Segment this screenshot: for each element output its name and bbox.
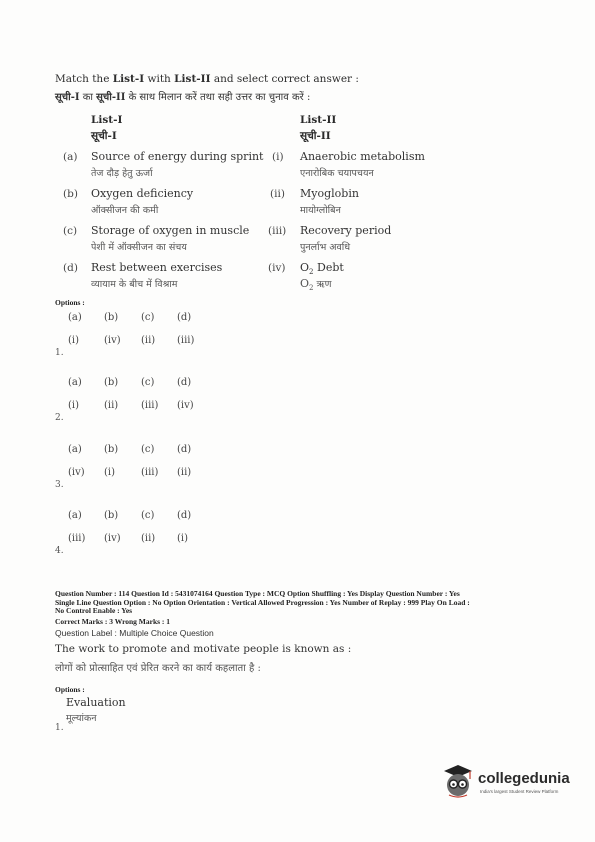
list2-item-hi: मायोग्लोबिन — [300, 205, 341, 216]
option-header-cell: (d) — [177, 444, 192, 455]
list2-item-hi — [300, 277, 332, 292]
option-value-cell: (ii) — [177, 467, 192, 478]
list2-item-en: Myoglobin — [300, 187, 359, 200]
option-header-cell: (c) — [141, 377, 155, 388]
o2-subscript-hi: 2 — [309, 283, 314, 292]
option-header-cell: (a) — [68, 377, 82, 388]
logo — [440, 762, 580, 802]
option-header-cell: (c) — [141, 444, 155, 455]
instruction-list2: List-II — [174, 73, 211, 85]
option-header-cell: (a) — [68, 444, 82, 455]
option-value-cell: (iii) — [141, 400, 159, 411]
list2-item-en — [300, 261, 344, 276]
option-header-cell: (b) — [104, 312, 119, 323]
marks-line: Correct Marks : 3 Wrong Marks : 1 — [55, 616, 171, 626]
instruction-text-hi: का — [79, 92, 97, 103]
list1-item-en: Rest between exercises — [91, 261, 223, 274]
instruction-text-hi: के साथ मिलान करें तथा सही उत्तर का चुनाव करें : — [125, 92, 311, 103]
list1-item-hi: व्यायाम के बीच में विश्राम — [91, 279, 178, 290]
option-value-cell: (i) — [68, 400, 80, 411]
list2-item-hi: एनारोबिक चयापचयन — [300, 168, 374, 179]
option-value-cell: (i) — [104, 467, 116, 478]
question-label: Question Label : Multiple Choice Question — [55, 628, 214, 638]
question-text-hi: लोगों को प्रोत्साहित एवं प्रेरित करने का कार्य कहलाता है : — [55, 663, 261, 674]
instruction-text: with — [144, 73, 175, 85]
o2-symbol-hi: O — [300, 277, 310, 290]
list1-item-en: Source of energy during sprint — [91, 150, 264, 163]
list1-item-en: Oxygen deficiency — [91, 187, 194, 200]
option-value-cell: (i) — [68, 335, 80, 346]
option-text-hi: मूल्यांकन — [66, 713, 97, 724]
instruction-text: and select correct answer : — [210, 73, 359, 85]
list2-label: (iv) — [268, 262, 286, 274]
o2-symbol: O — [300, 261, 310, 274]
option-header-cell: (b) — [104, 377, 119, 388]
list1-label: (b) — [63, 188, 78, 200]
meta-line: No Control Enable : Yes — [55, 606, 133, 615]
option-header-cell: (c) — [141, 510, 155, 521]
instruction-text: Match the — [55, 73, 113, 85]
list2-header-en: List-II — [300, 114, 337, 126]
option-header-cell: (d) — [177, 510, 192, 521]
option-number[interactable]: 2. — [55, 413, 64, 423]
meta-line: Single Line Question Option : No Option Orientation : Vertical Allowed Progression : Yes Number of Replay : 999 Play On Load : — [55, 597, 470, 607]
list2-item-en: Anaerobic metabolism — [300, 150, 425, 163]
option-value-cell: (ii) — [141, 335, 156, 346]
list2-label: (i) — [272, 151, 284, 163]
list2-item-hi: पुनर्लाभ अवधि — [300, 242, 351, 253]
option-number[interactable]: 4. — [55, 546, 64, 556]
option-value-cell: (iv) — [68, 467, 85, 478]
option-header-cell: (b) — [104, 510, 119, 521]
list1-label: (d) — [63, 262, 78, 274]
instruction-en — [55, 73, 359, 85]
question-meta — [55, 590, 545, 626]
list1-label: (a) — [63, 151, 78, 163]
list2-label: (iii) — [268, 225, 287, 237]
option-value-cell: (iii) — [177, 335, 195, 346]
mascot-icon — [440, 762, 476, 800]
meta-line: Question Number : 114 Question Id : 5431074164 Question Type : MCQ Option Shuffling : Yes Display Question Number : Yes — [55, 589, 460, 598]
option-value-cell: (iv) — [177, 400, 194, 411]
option-value-cell: (ii) — [104, 400, 119, 411]
logo-name: collegedunia — [478, 770, 570, 787]
option-header-cell: (c) — [141, 312, 155, 323]
option-text-en[interactable]: Evaluation — [66, 696, 126, 709]
o2-tail: Debt — [313, 261, 344, 274]
option-header-cell: (a) — [68, 312, 82, 323]
instruction-list1: List-I — [112, 73, 145, 85]
instruction-list2-hi: सूची-II — [96, 92, 126, 103]
list2-label: (ii) — [270, 188, 285, 200]
option-header-cell: (a) — [68, 510, 82, 521]
list2-item-en: Recovery period — [300, 224, 392, 237]
o2-tail-hi: ऋण — [313, 279, 332, 290]
option-value-cell: (iv) — [104, 533, 121, 544]
o2-subscript: 2 — [309, 268, 314, 277]
option-value-cell: (i) — [177, 533, 189, 544]
list2-header-hi: सूची-II — [300, 130, 331, 142]
option-header-cell: (d) — [177, 377, 192, 388]
instruction-hi — [55, 89, 310, 103]
logo-tagline: India's largest Student Review Platform — [480, 789, 559, 794]
option-value-cell: (iii) — [68, 533, 86, 544]
option-number: 1. — [55, 723, 64, 733]
list1-label: (c) — [63, 225, 78, 237]
list1-item-hi: ऑक्सीजन की कमी — [91, 205, 159, 216]
option-header-cell: (b) — [104, 444, 119, 455]
list1-item-hi: तेज दौड़ हेतु ऊर्जा — [91, 168, 153, 179]
option-value-cell: (iii) — [141, 467, 159, 478]
options-title: Options : — [55, 685, 85, 694]
question-text-en: The work to promote and motivate people is known as : — [55, 643, 352, 655]
list1-item-en: Storage of oxygen in muscle — [91, 224, 250, 237]
option-number[interactable]: 1. — [55, 348, 64, 358]
list1-header-hi: सूची-I — [91, 130, 117, 142]
list1-header-en: List-I — [91, 114, 123, 126]
list1-item-hi: पेशी में ऑक्सीजन का संचय — [91, 242, 187, 253]
instruction-list1-hi: सूची-I — [55, 92, 80, 103]
option-number[interactable]: 3. — [55, 480, 64, 490]
option-value-cell: (iv) — [104, 335, 121, 346]
options-title: Options : — [55, 298, 85, 307]
option-header-cell: (d) — [177, 312, 192, 323]
option-value-cell: (ii) — [141, 533, 156, 544]
